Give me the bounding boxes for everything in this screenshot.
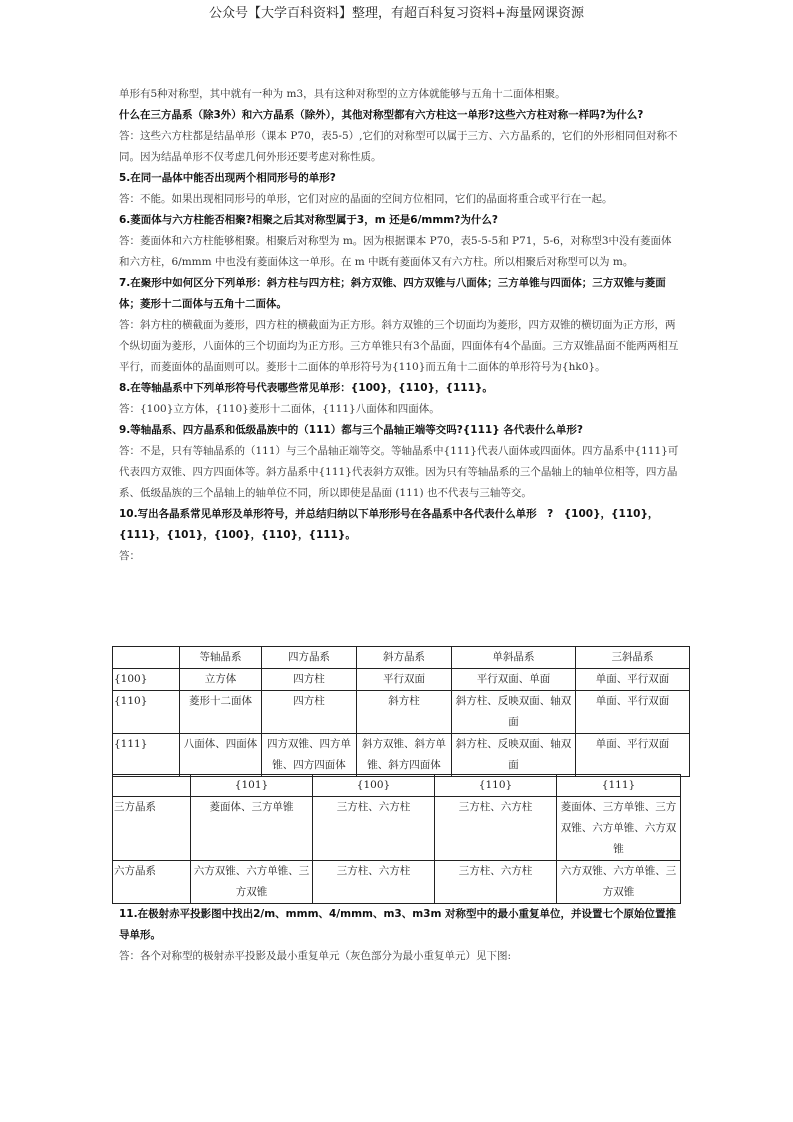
table-header-cell: {110} — [435, 775, 557, 797]
answer-paragraph: 答：{100}立方体，{110}菱形十二面体，{111}八面体和四面体。 — [119, 403, 440, 415]
question-heading: 10.写出各晶系常见单形及单形符号，并总结归纳以下单形形号在各晶系中各代表什么单形 ? {100}，{110}，{111}，{101}，{100}，{110}，{111}。 — [119, 508, 659, 541]
row-header-cell: {110} — [113, 691, 180, 734]
table-cell: 三方柱、六方柱 — [435, 861, 557, 904]
table-cell: 八面体、四面体 — [180, 734, 262, 777]
question-heading: 什么在三方晶系（除3外）和六方晶系（除外），其他对称型都有六方柱这一单形?这些六方柱对称一样吗?为什么? — [119, 109, 644, 121]
table-cell: 三方柱、六方柱 — [435, 797, 557, 861]
question-heading: 6.菱面体与六方柱能否相聚?相聚之后其对称型属于3，m 还是6/mmm?为什么? — [119, 214, 498, 226]
table-header-cell: 等轴晶系 — [180, 647, 262, 669]
table-header-cell — [113, 647, 180, 669]
table-header-cell: {111} — [557, 775, 681, 797]
row-header-cell: 三方晶系 — [113, 797, 191, 861]
table-cell: 单面、平行双面 — [576, 669, 690, 691]
crystal-system-table-1 — [112, 646, 690, 777]
answer-paragraph: 答：斜方柱的横截面为菱形，四方柱的横截面为正方形。斜方双锥的三个切面均为菱形，四方双锥的横切面为正方形，两个纵切面为菱形，八面体的三个切面均为正方形。三方单锥只有3个晶面，四面体有4个晶面。三方双锥晶面不能两两相互平行，而菱面体的晶面则可以。菱形十二面体的单形符号为{110}而五角十二面体的单形符号为{hk0}。 — [119, 319, 679, 373]
answer-paragraph: 答：不能。如果出现相同形号的单形，它们对应的晶面的空间方位相同，它们的晶面将重合或平行在一起。 — [119, 193, 613, 205]
question-heading: 8.在等轴晶系中下列单形符号代表哪些常见单形：{100}，{110}，{111}。 — [119, 382, 493, 394]
page-header: 公众号【大学百科资料】整理，有超百科复习资料+海量网课资源 — [209, 6, 584, 21]
table-cell: 四方柱 — [262, 669, 357, 691]
table-row — [113, 734, 690, 777]
table-cell: 四方双锥、四方单锥、四方四面体 — [262, 734, 357, 777]
trailing-content — [119, 904, 681, 967]
table-cell: 斜方柱、反映双面、轴双面 — [452, 691, 576, 734]
table-cell: 菱面体、三方单锥、三方双锥、六方单锥、六方双锥 — [557, 797, 681, 861]
row-header-cell: {111} — [113, 734, 180, 777]
table-cell: 六方双锥、六方单锥、三方双锥 — [557, 861, 681, 904]
row-header-cell: 六方晶系 — [113, 861, 191, 904]
answer-paragraph: 答：菱面体和六方柱能够相聚。相聚后对称型为 m。因为根据课本 P70，表5-5-5和 P71，5-6，对称型3中没有菱面体和六方柱，6/mmm 中也没有菱面体这一单形。在 m 中既有菱面体又有六方柱。所以相聚后对称型可以为 m。 — [119, 235, 672, 268]
table-cell: 单面、平行双面 — [576, 734, 690, 777]
table-row — [113, 861, 681, 904]
main-content — [119, 84, 681, 567]
table-cell: 斜方柱、反映双面、轴双面 — [452, 734, 576, 777]
table-cell: 斜方双锥、斜方单锥、斜方四面体 — [357, 734, 452, 777]
table-cell: 单面、平行双面 — [576, 691, 690, 734]
question-heading: 7.在聚形中如何区分下列单形：斜方柱与四方柱；斜方双锥、四方双锥与八面体；三方单锥与四面体；三方双锥与菱面体；菱形十二面体与五角十二面体。 — [119, 277, 666, 310]
question-heading: 11.在极射赤平投影图中找出2/m、mmm、4/mmm、m3、m3m 对称型中的最小重复单位，并设置七个原始位置推导单形。 — [119, 908, 677, 941]
table-header-row — [113, 775, 681, 797]
table-header-row — [113, 647, 690, 669]
table-row — [113, 691, 690, 734]
answer-paragraph: 答：这些六方柱都是结晶单形（课本 P70，表5-5）,它们的对称型可以属于三方、六方晶系的，它们的外形相同但对称不同。因为结晶单形不仅考虑几何外形还要考虑对称性质。 — [119, 130, 678, 163]
table-cell: 三方柱、六方柱 — [313, 797, 435, 861]
table-header-cell — [113, 775, 191, 797]
crystal-system-table-2 — [112, 774, 681, 904]
table-header-cell: 三斜晶系 — [576, 647, 690, 669]
table-cell: 平行双面、单面 — [452, 669, 576, 691]
row-header-cell: {100} — [113, 669, 180, 691]
answer-paragraph: 单形有5种对称型，其中就有一种为 m3，具有这种对称型的立方体就能够与五角十二面体相聚。 — [119, 88, 566, 100]
table-cell: 菱形十二面体 — [180, 691, 262, 734]
table-cell: 立方体 — [180, 669, 262, 691]
question-heading: 9.等轴晶系、四方晶系和低级晶族中的（111）都与三个晶轴正端等交吗?{111} 各代表什么单形? — [119, 424, 583, 436]
table-row — [113, 669, 690, 691]
table-cell: 斜方柱 — [357, 691, 452, 734]
table-cell: 三方柱、六方柱 — [313, 861, 435, 904]
table-header-cell: 斜方晶系 — [357, 647, 452, 669]
table-header-cell: 单斜晶系 — [452, 647, 576, 669]
table-cell: 平行双面 — [357, 669, 452, 691]
table-cell: 菱面体、三方单锥 — [191, 797, 313, 861]
table-cell: 六方双锥、六方单锥、三方双锥 — [191, 861, 313, 904]
answer-paragraph: 答：各个对称型的极射赤平投影及最小重复单元（灰色部分为最小重复单元）见下图: — [119, 950, 512, 962]
question-heading: 5.在同一晶体中能否出现两个相同形号的单形? — [119, 172, 336, 184]
table-header-cell: {101} — [191, 775, 313, 797]
table-cell: 四方柱 — [262, 691, 357, 734]
answer-paragraph: 答：不是，只有等轴晶系的（111）与三个晶轴正端等交。等轴晶系中{111}代表八面体或四面体。四方晶系中{111}可代表四方双锥、四方四面体等。斜方晶系中{111}代表斜方双锥。因为只有等轴晶系的三个晶轴上的轴单位相等，四方晶系、低级晶族的三个晶轴上的轴单位不同，所以即使是晶面 (111) 也不代表与三轴等交。 — [119, 445, 679, 499]
table-header-cell: 四方晶系 — [262, 647, 357, 669]
table-header-cell: {100} — [313, 775, 435, 797]
table-row — [113, 797, 681, 861]
answer-paragraph: 答： — [119, 550, 140, 562]
